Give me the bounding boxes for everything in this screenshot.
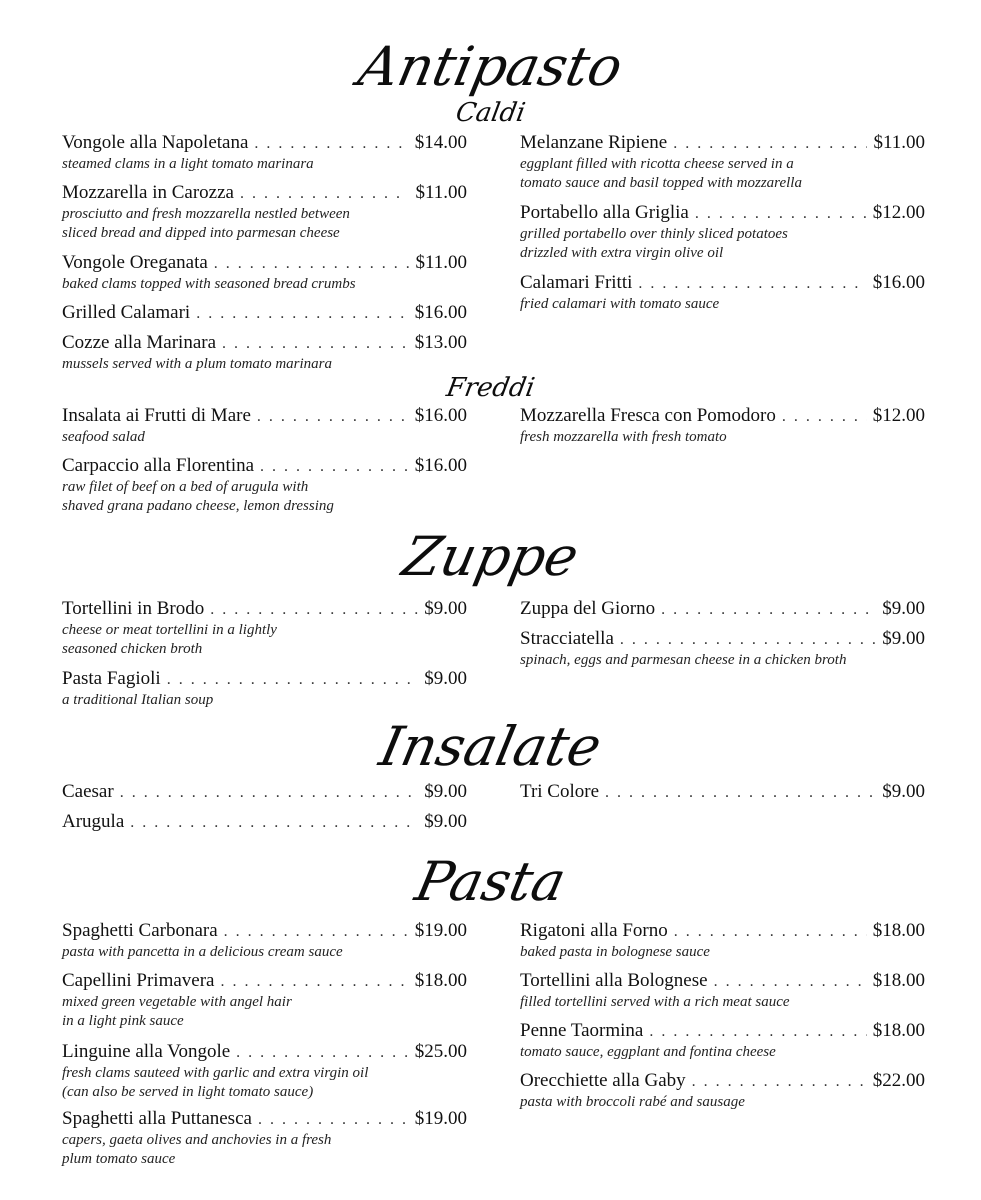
pasta-left-column	[62, 920, 467, 1170]
item-price: $19.00	[414, 1108, 467, 1129]
item-name: Tri Colore	[520, 781, 600, 802]
menu-item	[520, 628, 925, 678]
dot-leader	[605, 782, 876, 804]
menu-item	[62, 781, 467, 811]
item-name: Linguine alla Vongole	[62, 1041, 231, 1062]
item-name: Grilled Calamari	[62, 302, 191, 323]
dot-leader	[130, 812, 418, 834]
dot-leader	[196, 303, 409, 325]
caldi-left-column	[62, 132, 467, 376]
item-price: $9.00	[424, 811, 467, 832]
item-price: $16.00	[414, 405, 467, 426]
item-name: Caesar	[62, 781, 114, 802]
item-price: $16.00	[414, 302, 467, 323]
menu-item	[520, 132, 925, 202]
item-name: Vongole Oreganata	[62, 252, 208, 273]
item-price: $16.00	[414, 455, 467, 476]
item-price: $9.00	[882, 781, 925, 802]
item-price: $9.00	[882, 628, 925, 649]
menu-item	[520, 920, 925, 970]
item-price: $9.00	[424, 781, 467, 802]
item-name: Mozzarella Fresca con Pomodoro	[520, 405, 776, 426]
item-name: Pasta Fagioli	[62, 668, 161, 689]
item-description: a traditional Italian soup	[62, 692, 214, 708]
menu-item	[62, 920, 467, 970]
item-description: baked clams topped with seasoned bread crumbs	[62, 276, 356, 292]
item-description: raw filet of beef on a bed of arugula with shaved grana padano cheese, lemon dressing	[62, 479, 334, 514]
dot-leader	[224, 921, 409, 943]
menu-item	[62, 455, 467, 525]
dot-leader	[257, 406, 409, 428]
item-description: fresh clams sauteed with garlic and extra virgin oil (can also be served in light tomato sauce)	[62, 1065, 369, 1100]
item-name: Arugula	[62, 811, 125, 832]
item-description: prosciutto and fresh mozzarella nestled between sliced bread and dipped into parmesan cheese	[62, 206, 350, 241]
item-name: Capellini Primavera	[62, 970, 215, 991]
item-name: Calamari Fritti	[520, 272, 633, 293]
item-price: $18.00	[414, 970, 467, 991]
item-description: tomato sauce, eggplant and fontina cheese	[520, 1044, 776, 1060]
freddi-subtitle: Freddi	[444, 373, 537, 403]
item-description: pasta with pancetta in a delicious cream sauce	[62, 944, 343, 960]
menu-item	[62, 970, 467, 1041]
item-price: $9.00	[424, 598, 467, 619]
freddi-left-column	[62, 405, 467, 525]
menu-item	[62, 182, 467, 252]
item-description: filled tortellini served with a rich meat sauce	[520, 994, 790, 1010]
item-name: Rigatoni alla Forno	[520, 920, 668, 941]
item-name: Stracciatella	[520, 628, 614, 649]
dot-leader	[167, 669, 419, 691]
dot-leader	[214, 253, 410, 275]
dot-leader	[120, 782, 419, 804]
insalate-left-column	[62, 781, 467, 841]
item-name: Zuppa del Giorno	[520, 598, 656, 619]
dot-leader	[210, 599, 418, 621]
menu-item	[62, 1041, 467, 1108]
menu-item	[62, 598, 467, 668]
antipasto-title: Antipasto	[353, 35, 629, 98]
item-name: Tortellini in Brodo	[62, 598, 205, 619]
item-name: Vongole alla Napoletana	[62, 132, 249, 153]
item-price: $25.00	[414, 1041, 467, 1062]
item-price: $12.00	[872, 202, 925, 223]
menu-item	[520, 598, 925, 628]
item-description: seafood salad	[62, 429, 145, 445]
pasta-title: Pasta	[410, 850, 572, 913]
item-price: $11.00	[873, 132, 925, 153]
item-description: baked pasta in bolognese sauce	[520, 944, 710, 960]
menu-item	[62, 252, 467, 302]
item-name: Portabello alla Griglia	[520, 202, 689, 223]
item-price: $11.00	[415, 252, 467, 273]
dot-leader	[661, 599, 876, 621]
item-description: steamed clams in a light tomato marinara	[62, 156, 314, 172]
item-name: Carpaccio alla Florentina	[62, 455, 255, 476]
dot-leader	[240, 183, 409, 205]
menu-item	[520, 1070, 925, 1120]
insalate-right-column	[520, 781, 925, 811]
item-price: $16.00	[872, 272, 925, 293]
menu-item	[62, 405, 467, 455]
item-price: $9.00	[882, 598, 925, 619]
item-description: mixed green vegetable with angel hair in a light pink sauce	[62, 994, 292, 1029]
item-price: $18.00	[872, 970, 925, 991]
zuppe-right-column	[520, 598, 925, 678]
item-name: Penne Taormina	[520, 1020, 644, 1041]
dot-leader	[674, 921, 867, 943]
dot-leader	[220, 971, 408, 993]
menu-item	[62, 332, 467, 376]
dot-leader	[222, 333, 409, 355]
item-description: cheese or meat tortellini in a lightly seasoned chicken broth	[62, 622, 277, 657]
dot-leader	[714, 971, 867, 993]
menu-item	[520, 405, 925, 455]
dot-leader	[649, 1021, 866, 1043]
item-price: $13.00	[414, 332, 467, 353]
dot-leader	[695, 203, 867, 225]
item-description: eggplant filled with ricotta cheese served in a tomato sauce and basil topped with mozzarella	[520, 156, 802, 191]
dot-leader	[782, 406, 867, 428]
item-price: $11.00	[415, 182, 467, 203]
dot-leader	[692, 1071, 867, 1093]
item-description: capers, gaeta olives and anchovies in a fresh plum tomato sauce	[62, 1132, 332, 1167]
item-description: spinach, eggs and parmesan cheese in a chicken broth	[520, 652, 847, 668]
item-price: $18.00	[872, 1020, 925, 1041]
item-name: Spaghetti Carbonara	[62, 920, 218, 941]
menu-item	[62, 1108, 467, 1170]
pasta-right-column	[520, 920, 925, 1120]
item-price: $18.00	[872, 920, 925, 941]
item-name: Mozzarella in Carozza	[62, 182, 234, 203]
caldi-right-column	[520, 132, 925, 322]
menu-item	[62, 302, 467, 332]
item-description: mussels served with a plum tomato marinara	[62, 356, 332, 372]
item-price: $9.00	[424, 668, 467, 689]
caldi-subtitle: Caldi	[453, 98, 528, 128]
item-price: $14.00	[414, 132, 467, 153]
item-name: Spaghetti alla Puttanesca	[62, 1108, 252, 1129]
menu-item	[520, 781, 925, 811]
insalate-title: Insalate	[374, 715, 607, 778]
item-name: Cozze alla Marinara	[62, 332, 217, 353]
menu-item	[62, 668, 467, 718]
dot-leader	[236, 1042, 409, 1064]
menu-item	[520, 970, 925, 1020]
dot-leader	[260, 456, 409, 478]
freddi-right-column	[520, 405, 925, 455]
menu-item	[520, 202, 925, 272]
dot-leader	[673, 133, 867, 155]
dot-leader	[254, 133, 408, 155]
dot-leader	[258, 1109, 409, 1131]
menu-item	[62, 811, 467, 841]
item-description: fried calamari with tomato sauce	[520, 296, 720, 312]
item-price: $12.00	[872, 405, 925, 426]
item-price: $19.00	[414, 920, 467, 941]
item-name: Melanzane Ripiene	[520, 132, 668, 153]
item-description: grilled portabello over thinly sliced potatoes drizzled with extra virgin olive oil	[520, 226, 788, 261]
item-name: Insalata ai Frutti di Mare	[62, 405, 251, 426]
item-name: Tortellini alla Bolognese	[520, 970, 708, 991]
item-description: fresh mozzarella with fresh tomato	[520, 429, 727, 445]
menu-item	[62, 132, 467, 182]
menu-item	[520, 1020, 925, 1070]
zuppe-left-column	[62, 598, 467, 718]
zuppe-title: Zuppe	[397, 525, 584, 588]
dot-leader	[620, 629, 876, 651]
item-name: Orecchiette alla Gaby	[520, 1070, 686, 1091]
menu-item	[520, 272, 925, 322]
item-price: $22.00	[872, 1070, 925, 1091]
item-description: pasta with broccoli rabé and sausage	[520, 1094, 745, 1110]
dot-leader	[638, 273, 866, 295]
